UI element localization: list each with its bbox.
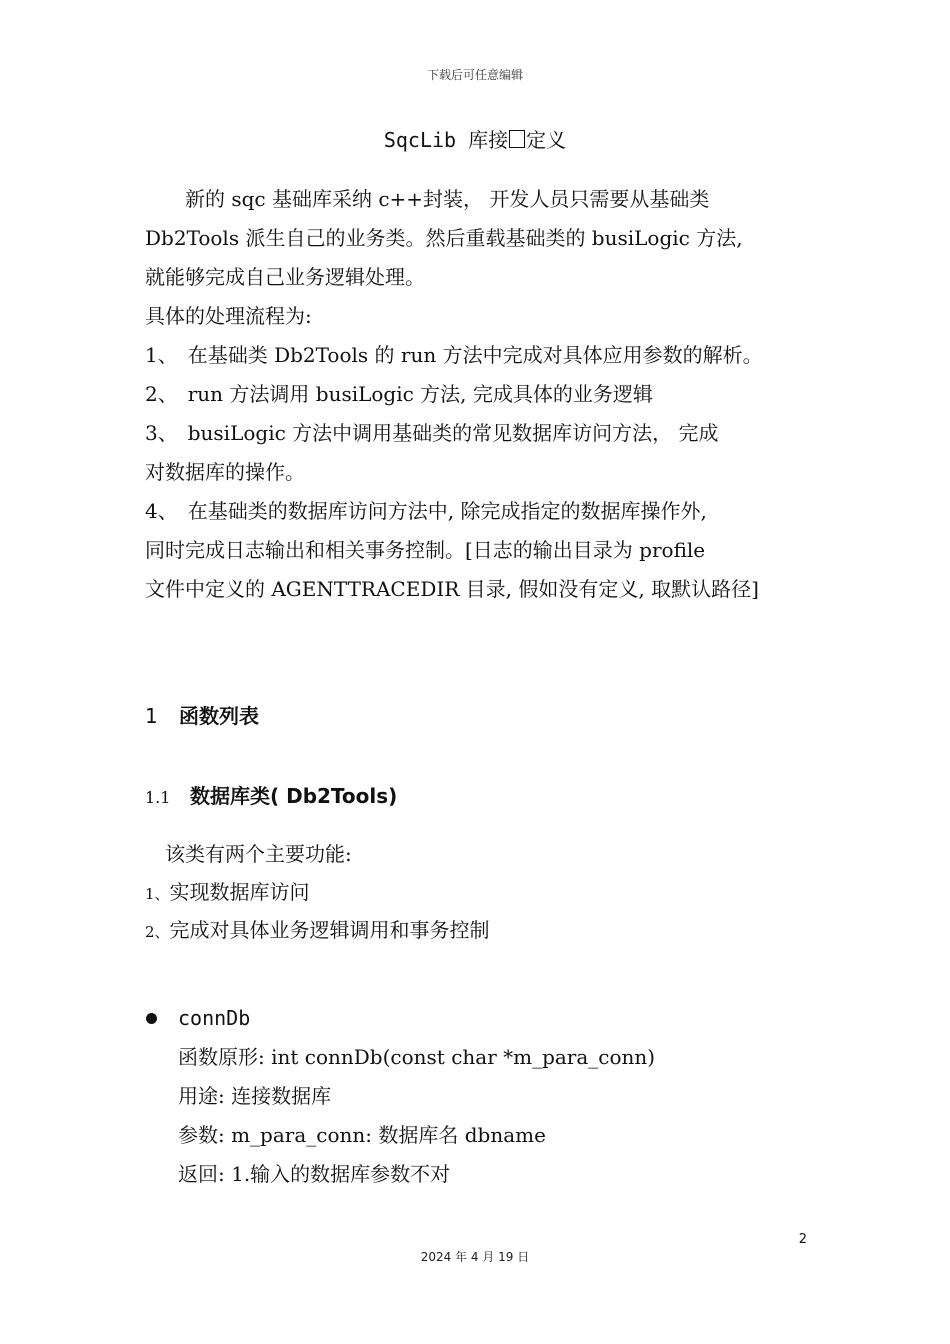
- intro-line-5: 1、 在基础类 Db2Tools 的 run 方法中完成对具体应用参数的解析。: [145, 343, 763, 367]
- subsection-number: 1.1: [145, 788, 171, 807]
- bullet-line-purpose: 用途: 连接数据库: [178, 1084, 332, 1108]
- function-item-1: [145, 873, 310, 914]
- bullet-icon: [146, 1013, 157, 1024]
- bullet-function-name: connDb: [178, 1006, 251, 1030]
- document-title: [0, 124, 950, 153]
- bullet-line-return: 返回: 1.输入的数据库参数不对: [178, 1162, 451, 1186]
- subsection-title: 数据库类( Db2Tools): [190, 784, 398, 808]
- function-description: 该类有两个主要功能:: [145, 842, 352, 866]
- section-title: 函数列表: [179, 704, 259, 728]
- intro-line-6: 2、 run 方法调用 busiLogic 方法, 完成具体的业务逻辑: [145, 382, 653, 406]
- item-text: 完成对具体业务逻辑调用和事务控制: [169, 918, 490, 942]
- intro-line-3: 就能够完成自己业务逻辑处理。: [145, 265, 425, 289]
- section-number: 1: [145, 704, 158, 728]
- item-number: 2、: [145, 923, 170, 941]
- title-part-c: 定义: [526, 128, 567, 152]
- intro-line-7: 3、 busiLogic 方法中调用基础类的常见数据库访问方法， 完成: [145, 421, 719, 445]
- intro-line-2: Db2Tools 派生自己的业务类。然后重载基础类的 busiLogic 方法,: [145, 226, 743, 250]
- title-part-a: SqcLib: [383, 128, 457, 152]
- page-number: 2: [798, 1232, 807, 1247]
- bullet-line-prototype: 函数原形: int connDb(const char *m_para_conn): [178, 1045, 656, 1069]
- section-heading-1: [145, 700, 259, 729]
- intro-line-10: 同时完成日志输出和相关事务控制。[日志的输出目录为 profile: [145, 538, 706, 562]
- title-part-b: 库接: [468, 128, 509, 152]
- missing-glyph-box: [509, 130, 525, 148]
- function-item-2: [145, 911, 490, 952]
- item-number: 1、: [145, 885, 170, 903]
- footer-date: 2024 年 4 月 19 日: [420, 1250, 530, 1264]
- section-heading-1-1: [145, 780, 397, 809]
- intro-line-8: 对数据库的操作。: [145, 460, 305, 484]
- intro-line-1: 新的 sqc 基础库采纳 c++封装， 开发人员只需要从基础类: [145, 187, 710, 211]
- intro-line-4: 具体的处理流程为:: [145, 304, 312, 328]
- item-text: 实现数据库访问: [169, 880, 310, 904]
- intro-line-9: 4、 在基础类的数据库访问方法中, 除完成指定的数据库操作外,: [145, 499, 707, 523]
- bullet-line-params: 参数: m_para_conn: 数据库名 dbname: [178, 1123, 546, 1147]
- page-header: 下载后可任意编辑: [426, 68, 523, 82]
- intro-line-11: 文件中定义的 AGENTTRACEDIR 目录, 假如没有定义, 取默认路径]: [145, 577, 759, 601]
